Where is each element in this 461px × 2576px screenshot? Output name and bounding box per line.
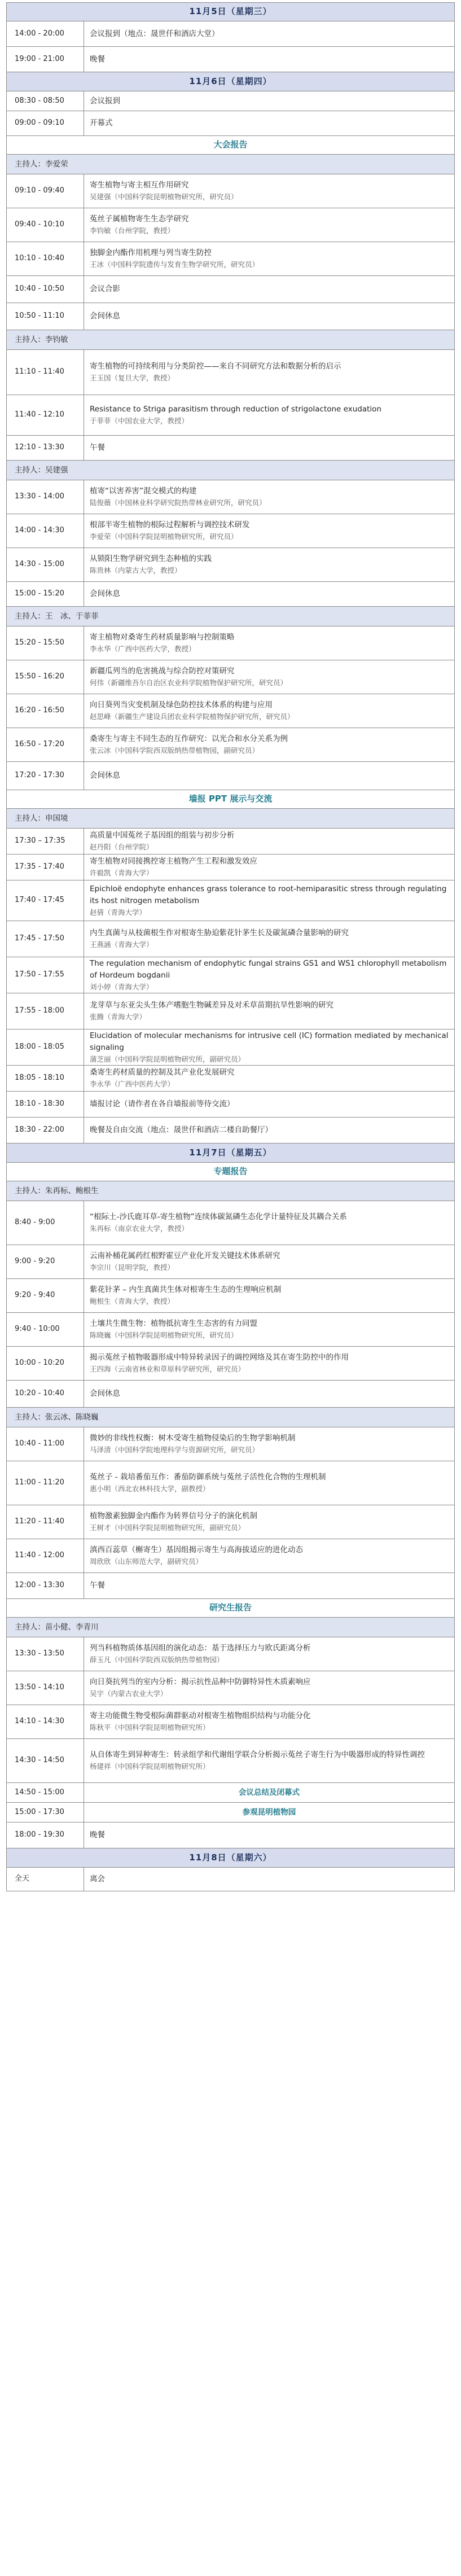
schedule-slot (6, 1461, 455, 1505)
slot-speaker: 何伟（新疆维吾尔自治区农业科学院植物保护研究所，研究员） (90, 678, 288, 687)
slot-content (84, 627, 454, 660)
schedule-slot (6, 1092, 455, 1118)
slot-title: 参观昆明植物园 (242, 1807, 296, 1817)
slot-speaker: 李钧敏（台州学院，教授） (90, 226, 175, 235)
slot-speaker: 李宗川（昆明学院，教授） (90, 1263, 175, 1272)
schedule-slot (6, 1823, 455, 1848)
slot-time: 全天 (7, 1868, 84, 1891)
slot-content (84, 1201, 454, 1245)
slot-speaker: 吴建强（中国科学院昆明植物研究所，研究员） (90, 192, 238, 201)
schedule-slot (6, 880, 455, 921)
slot-title: 寄生植物对同接携控寄主植物产生工程和激发效应 (90, 857, 257, 866)
slot-speaker: 朱再标（南京农业大学，教授） (90, 1224, 189, 1233)
slot-speaker: 王冰（中国科学院遗传与发育生物学研究所，研究员） (90, 260, 260, 269)
slot-time: 10:40 - 10:50 (7, 276, 84, 303)
slot-time: 09:40 - 10:10 (7, 208, 84, 242)
day-header: 11月7日（星期五） (6, 1144, 455, 1163)
slot-title: 向日葵抗列当的室内分析：揭示抗性品种中防御特异性木质素响应 (90, 1677, 311, 1687)
slot-speaker: 王树才（中国科学院昆明植物研究所，副研究员） (90, 1523, 245, 1532)
slot-time: 08:30 - 08:50 (7, 91, 84, 111)
slot-title: 桑寄生与寄主不同生态的互作研究：以光合和水分关系为例 (90, 734, 288, 744)
session-title: 研究生报告 (6, 1599, 455, 1618)
slot-time: 14:00 - 20:00 (7, 21, 84, 46)
slot-time: 10:40 - 11:00 (7, 1427, 84, 1461)
session-chair: 主持人：李爱荣 (6, 155, 455, 174)
slot-content (84, 1505, 454, 1539)
schedule-slot (6, 436, 455, 461)
slot-time: 14:30 - 14:50 (7, 1739, 84, 1782)
slot-speaker: 李永华（广西中医药大学，教授） (90, 645, 196, 654)
slot-title: 晚餐及自由交流（地点：晟世仟和酒店二楼自助餐厅） (90, 1125, 273, 1135)
slot-content (84, 582, 454, 606)
slot-title: 午餐 (90, 443, 105, 453)
slot-time: 17:40 - 17:45 (7, 880, 84, 921)
slot-content (84, 47, 454, 72)
schedule-slot (6, 174, 455, 208)
slot-speaker: 张腾（青海大学） (90, 1013, 147, 1022)
slot-title: 菟丝子 - 栽培番茄互作：番茄防御系统与菟丝子活性化合物的生理机制 (90, 1473, 326, 1482)
slot-title: 微妙的非线性权衡：树木受寄生植物侵染后的生物学影响机制 (90, 1434, 296, 1443)
slot-title: 新疆瓜列当的危害挑战与综合防控对策研究 (90, 667, 235, 676)
slot-speaker: 于菲菲（中国农业大学，教授） (90, 417, 189, 426)
schedule-slot (6, 208, 455, 242)
slot-title: 寄主功能微生物受根际菌群驱动对根寄生植物组织结构与功能分化 (90, 1711, 311, 1721)
slot-time: 18:00 - 19:30 (7, 1823, 84, 1848)
slot-title: Elucidation of molecular mechanisms for intrusive cell (IC) formation mediated by mechanical signaling (90, 1031, 449, 1052)
slot-title: Resistance to Striga parasitism through reduction of strigolactone exudation (90, 405, 381, 414)
slot-content (84, 1461, 454, 1505)
slot-content (84, 91, 454, 111)
slot-content (84, 548, 454, 581)
slot-time: 8:40 - 9:00 (7, 1201, 84, 1245)
slot-title: Epichloë endophyte enhances grass tolerance to root-hemiparasitic stress through regulating its host nitrogen metabolism (90, 884, 447, 905)
slot-content (84, 242, 454, 275)
slot-title: 菟丝子属植物寄生生态学研究 (90, 214, 189, 224)
slot-content (84, 993, 454, 1029)
schedule-slot (6, 728, 455, 762)
slot-time: 11:10 - 11:40 (7, 350, 84, 395)
slot-title: 会间休息 (90, 589, 120, 599)
slot-content (84, 480, 454, 514)
slot-time: 15:00 - 15:20 (7, 582, 84, 606)
schedule-slot (6, 855, 455, 880)
day-header: 11月8日（星期六） (6, 1848, 455, 1868)
slot-time: 14:30 - 15:00 (7, 548, 84, 581)
schedule-slot (6, 1029, 455, 1066)
slot-speaker: 杨建祥（中国科学院昆明植物研究所） (90, 1762, 210, 1771)
schedule-slot (6, 1637, 455, 1671)
schedule-slot (6, 91, 455, 111)
slot-content (84, 514, 454, 547)
slot-content (84, 694, 454, 728)
slot-time: 18:05 - 18:10 (7, 1066, 84, 1091)
slot-time: 17:55 - 18:00 (7, 993, 84, 1029)
slot-content (84, 1029, 454, 1065)
slot-content (84, 1671, 454, 1705)
schedule-slot (6, 1505, 455, 1539)
slot-content (84, 436, 454, 460)
slot-title: 寄生植物的可持续利用与分类阶控——来自不同研究方法和数据分析的启示 (90, 362, 341, 371)
slot-content (84, 921, 454, 957)
slot-time: 18:30 - 22:00 (7, 1118, 84, 1143)
schedule-slot (6, 1803, 455, 1823)
slot-time: 9:00 - 9:20 (7, 1245, 84, 1278)
slot-content (84, 174, 454, 208)
slot-content (84, 1313, 454, 1346)
slot-time: 14:50 - 15:00 (7, 1783, 84, 1802)
slot-title: 植物激素独脚金内酯作为转界信号分子的演化机制 (90, 1512, 257, 1521)
slot-title: 植寄“以害养害”混交模式的构建 (90, 487, 197, 496)
schedule-slot (6, 1739, 455, 1783)
slot-speaker: 陈晓巍（中国科学院昆明植物研究所，研究员） (90, 1331, 238, 1340)
slot-title: 寄主植物对桑寄生药材质量影响与控制策略 (90, 633, 235, 642)
schedule-slot (6, 1313, 455, 1347)
slot-time: 15:20 - 15:50 (7, 627, 84, 660)
slot-time: 11:00 - 11:20 (7, 1461, 84, 1505)
slot-title: 内生真菌与从枝菌根生作对根寄生胁迫紫花针茅生长及碳氮磷合量影响的研究 (90, 928, 349, 938)
slot-speaker: 张云冰（中国科学院西双版纳热带植物园，副研究员） (90, 746, 260, 755)
slot-title: 会议报到 (90, 96, 120, 106)
slot-time: 14:10 - 14:30 (7, 1705, 84, 1738)
slot-time: 16:50 - 17:20 (7, 728, 84, 761)
day-header: 11月5日（星期三） (6, 2, 455, 21)
slot-time: 17:45 - 17:50 (7, 921, 84, 957)
slot-content (84, 395, 454, 435)
schedule-slot (6, 1539, 455, 1573)
schedule-slot (6, 1427, 455, 1461)
slot-speaker: 赵倩（青海大学） (90, 908, 147, 917)
schedule-slot (6, 514, 455, 548)
slot-time: 09:10 - 09:40 (7, 174, 84, 208)
slot-time: 9:20 - 9:40 (7, 1279, 84, 1312)
schedule-slot (6, 1573, 455, 1599)
slot-title: 向日葵列当灾变机制及绿色防控技术体系的构建与应用 (90, 700, 273, 710)
slot-content (84, 957, 454, 993)
slot-content (84, 1118, 454, 1143)
slot-content (84, 1539, 454, 1572)
slot-content (84, 21, 454, 46)
slot-speaker: 惠小明（西北农林科技大学，副教授） (90, 1484, 210, 1493)
slot-time: 17:30 – 17:35 (7, 829, 84, 854)
slot-title: 滇西百蕊草（槲寄生）基因组揭示寄生与高海拔适应的进化动态 (90, 1545, 303, 1555)
session-chair: 主持人：张云冰、陈晓巍 (6, 1408, 455, 1427)
slot-speaker: 马泽清（中国科学院地理科学与资源研究所，研究员） (90, 1445, 260, 1455)
slot-title: 开幕式 (90, 119, 113, 128)
slot-title: 会间休息 (90, 312, 120, 321)
slot-content (84, 350, 454, 395)
schedule-slot (6, 660, 455, 694)
slot-speaker: 王玉国（复旦大学，教授） (90, 374, 175, 383)
slot-speaker: 陈秋平（中国科学院昆明植物研究所） (90, 1723, 210, 1732)
schedule-slot (6, 1671, 455, 1705)
session-chair: 主持人：李钧敏 (6, 330, 455, 350)
session-chair: 主持人：吴建强 (6, 461, 455, 480)
slot-content (84, 1066, 454, 1091)
schedule-slot (6, 1783, 455, 1803)
session-chair: 主持人：王 冰、于菲菲 (6, 607, 455, 627)
slot-content (84, 1823, 454, 1848)
schedule-slot (6, 1705, 455, 1739)
slot-time: 17:20 - 17:30 (7, 762, 84, 790)
slot-time: 12:10 - 13:30 (7, 436, 84, 460)
slot-title: 晚餐 (90, 1830, 105, 1840)
slot-time: 13:30 - 13:50 (7, 1637, 84, 1671)
slot-title: 午餐 (90, 1581, 105, 1591)
slot-time: 13:50 - 14:10 (7, 1671, 84, 1705)
slot-time: 10:50 - 11:10 (7, 303, 84, 330)
slot-content (84, 1637, 454, 1671)
slot-speaker: 陈贵林（内蒙古大学，教授） (90, 566, 182, 575)
slot-title: 独脚金内酯作用机理与列当寄生防控 (90, 248, 212, 258)
slot-title: 从锁阳生物学研究到生态种植的实践 (90, 554, 212, 564)
slot-speaker: 王四海（云南省林业和草原科学研究所，研究员） (90, 1365, 245, 1374)
session-title: 墙报 PPT 展示与交流 (6, 790, 455, 809)
slot-title: 根部半寄生植物的根际过程解析与调控技术研发 (90, 520, 250, 530)
slot-time: 18:10 - 18:30 (7, 1092, 84, 1117)
slot-time: 16:20 - 16:50 (7, 694, 84, 728)
schedule-slot (6, 480, 455, 514)
slot-time: 17:50 - 17:55 (7, 957, 84, 993)
slot-content (84, 762, 454, 790)
slot-time: 11:40 - 12:10 (7, 395, 84, 435)
slot-time: 19:00 - 21:00 (7, 47, 84, 72)
slot-title: 会议报到（地点：晟世仟和酒店大堂） (90, 29, 219, 38)
slot-title: 墙报讨论（请作者在各自墙报前等待交流） (90, 1099, 235, 1109)
slot-title: 离会 (90, 1874, 105, 1884)
session-chair: 主持人：申国境 (6, 809, 455, 829)
slot-title: 紫花针茅 – 内生真菌共生体对根寄生生态的生理响应机制 (90, 1285, 282, 1295)
schedule-slot (6, 1347, 455, 1381)
slot-content (84, 880, 454, 921)
slot-time: 10:20 - 10:40 (7, 1381, 84, 1407)
slot-speaker: 陆俊薇（中国林业科学研究院热带林业研究所，研究员） (90, 498, 266, 507)
slot-content (84, 1739, 454, 1782)
slot-title: 寄生植物与寄主相互作用研究 (90, 181, 189, 190)
schedule-slot (6, 548, 455, 582)
slot-time: 14:00 - 14:30 (7, 514, 84, 547)
schedule-slot (6, 1066, 455, 1092)
slot-speaker: 赵思峰（新疆生产建设兵团农业科学院植物保护研究所，研究员） (90, 712, 295, 721)
slot-content (84, 276, 454, 303)
slot-title: 晚餐 (90, 54, 105, 64)
schedule-slot (6, 829, 455, 855)
conference-schedule-table (6, 0, 455, 1891)
slot-speaker: 蒲芝丽（中国科学院昆明植物研究所，副研究员） (90, 1054, 245, 1063)
slot-title: 龙芽草与东亚尖头生体产嗜胞生物碱差异及对禾草苗期抗旱性影响的研究 (90, 1001, 333, 1010)
slot-content (84, 728, 454, 761)
slot-time: 10:00 - 10:20 (7, 1347, 84, 1380)
schedule-slot (6, 350, 455, 395)
slot-content (84, 855, 454, 880)
schedule-slot (6, 1201, 455, 1245)
schedule-slot (6, 21, 455, 47)
session-title: 专题报告 (6, 1163, 455, 1181)
slot-content (84, 1705, 454, 1738)
slot-content (84, 1803, 454, 1822)
schedule-slot (6, 1118, 455, 1144)
slot-content (84, 829, 454, 854)
schedule-slot (6, 957, 455, 993)
slot-speaker: 周欣欣（山东师范大学，副研究员） (90, 1557, 203, 1566)
slot-time: 09:00 - 09:10 (7, 111, 84, 135)
schedule-slot (6, 242, 455, 276)
day-header: 11月6日（星期四） (6, 72, 455, 91)
slot-speaker: 吴宇（内蒙古农业大学） (90, 1689, 168, 1698)
schedule-slot (6, 762, 455, 790)
slot-content (84, 1245, 454, 1278)
slot-time: 11:20 - 11:40 (7, 1505, 84, 1539)
slot-speaker: 李爱荣（中国科学院昆明植物研究所，研究员） (90, 532, 238, 541)
slot-title: 会间休息 (90, 1389, 120, 1399)
slot-title: 桑寄生药材质量的控制及其产业化发展研究 (90, 1068, 235, 1077)
slot-title: 高质量中国菟丝子基因组的组装与初步分析 (90, 831, 235, 840)
schedule-slot (6, 627, 455, 660)
schedule-slot (6, 1245, 455, 1279)
slot-content (84, 1347, 454, 1380)
session-chair: 主持人：朱再标、鲍根生 (6, 1181, 455, 1201)
slot-title: 从自体寄生到异种寄生：转录组学和代谢组学联合分析揭示菟丝子寄生行为中吸器形成的特异性调控 (90, 1750, 425, 1760)
slot-title: The regulation mechanism of endophytic fungal strains GS1 and WS1 chlorophyll metabolism of Hordeum bogdanii (90, 958, 447, 980)
schedule-slot (6, 1279, 455, 1313)
slot-title: 会议总结及闭幕式 (239, 1788, 300, 1797)
slot-content (84, 1573, 454, 1598)
slot-time: 9:40 - 10:00 (7, 1313, 84, 1346)
slot-time: 11:40 - 12:00 (7, 1539, 84, 1572)
slot-content (84, 1427, 454, 1461)
slot-title: 会间休息 (90, 771, 120, 781)
schedule-slot (6, 1868, 455, 1891)
slot-title: 土壤共生微生物：植物抵抗寄生生态害的有力同盟 (90, 1319, 257, 1329)
slot-content (84, 1868, 454, 1891)
slot-title: 云南补桶花属药红根野霍豆产业化开发关键技术体系研究 (90, 1251, 280, 1261)
slot-time: 15:00 - 17:30 (7, 1803, 84, 1822)
slot-speaker: 刘小婷（青海大学） (90, 982, 153, 991)
slot-time: 10:10 - 10:40 (7, 242, 84, 275)
slot-title: 会议合影 (90, 284, 120, 294)
schedule-slot (6, 303, 455, 330)
session-title: 大会报告 (6, 136, 455, 155)
schedule-slot (6, 111, 455, 136)
slot-content (84, 1381, 454, 1407)
schedule-slot (6, 276, 455, 303)
slot-speaker: 许毅凯（青海大学） (90, 869, 153, 878)
slot-speaker: 赵丹阳（台州学院） (90, 843, 153, 852)
session-chair: 主持人：苗小健、李青川 (6, 1618, 455, 1637)
slot-title: “根际土-沙氏鹿耳草-寄生植物”连续体碳氮磷生态化学计量特征及其耦合关系 (90, 1212, 347, 1222)
schedule-slot (6, 395, 455, 436)
slot-content (84, 1279, 454, 1312)
slot-content (84, 1092, 454, 1117)
slot-speaker: 薛玉凡（中国科学院西双版纳热带植物园） (90, 1655, 224, 1664)
slot-content (84, 1783, 454, 1802)
slot-content (84, 111, 454, 135)
slot-time: 18:00 - 18:05 (7, 1029, 84, 1065)
slot-time: 15:50 - 16:20 (7, 660, 84, 694)
slot-time: 12:00 - 13:30 (7, 1573, 84, 1598)
slot-time: 17:35 - 17:40 (7, 855, 84, 880)
schedule-slot (6, 1381, 455, 1408)
slot-speaker: 王燕涵（青海大学） (90, 940, 153, 949)
schedule-slot (6, 993, 455, 1029)
schedule-slot (6, 47, 455, 72)
schedule-slot (6, 921, 455, 957)
slot-speaker: 鲍根生（青海大学，教授） (90, 1297, 175, 1306)
slot-speaker: 李永华（广西中医药大学） (90, 1080, 175, 1089)
slot-title: 揭示菟丝子植物吸器形成中特异转录因子的调控网络及其在寄生防控中的作用 (90, 1353, 349, 1363)
slot-content (84, 303, 454, 330)
slot-content (84, 660, 454, 694)
schedule-slot (6, 694, 455, 728)
schedule-slot (6, 582, 455, 607)
slot-title: 列当科植物质体基因组的演化动态：基于选择压力与欧氏距离分析 (90, 1644, 311, 1653)
slot-content (84, 208, 454, 242)
slot-time: 13:30 - 14:00 (7, 480, 84, 514)
